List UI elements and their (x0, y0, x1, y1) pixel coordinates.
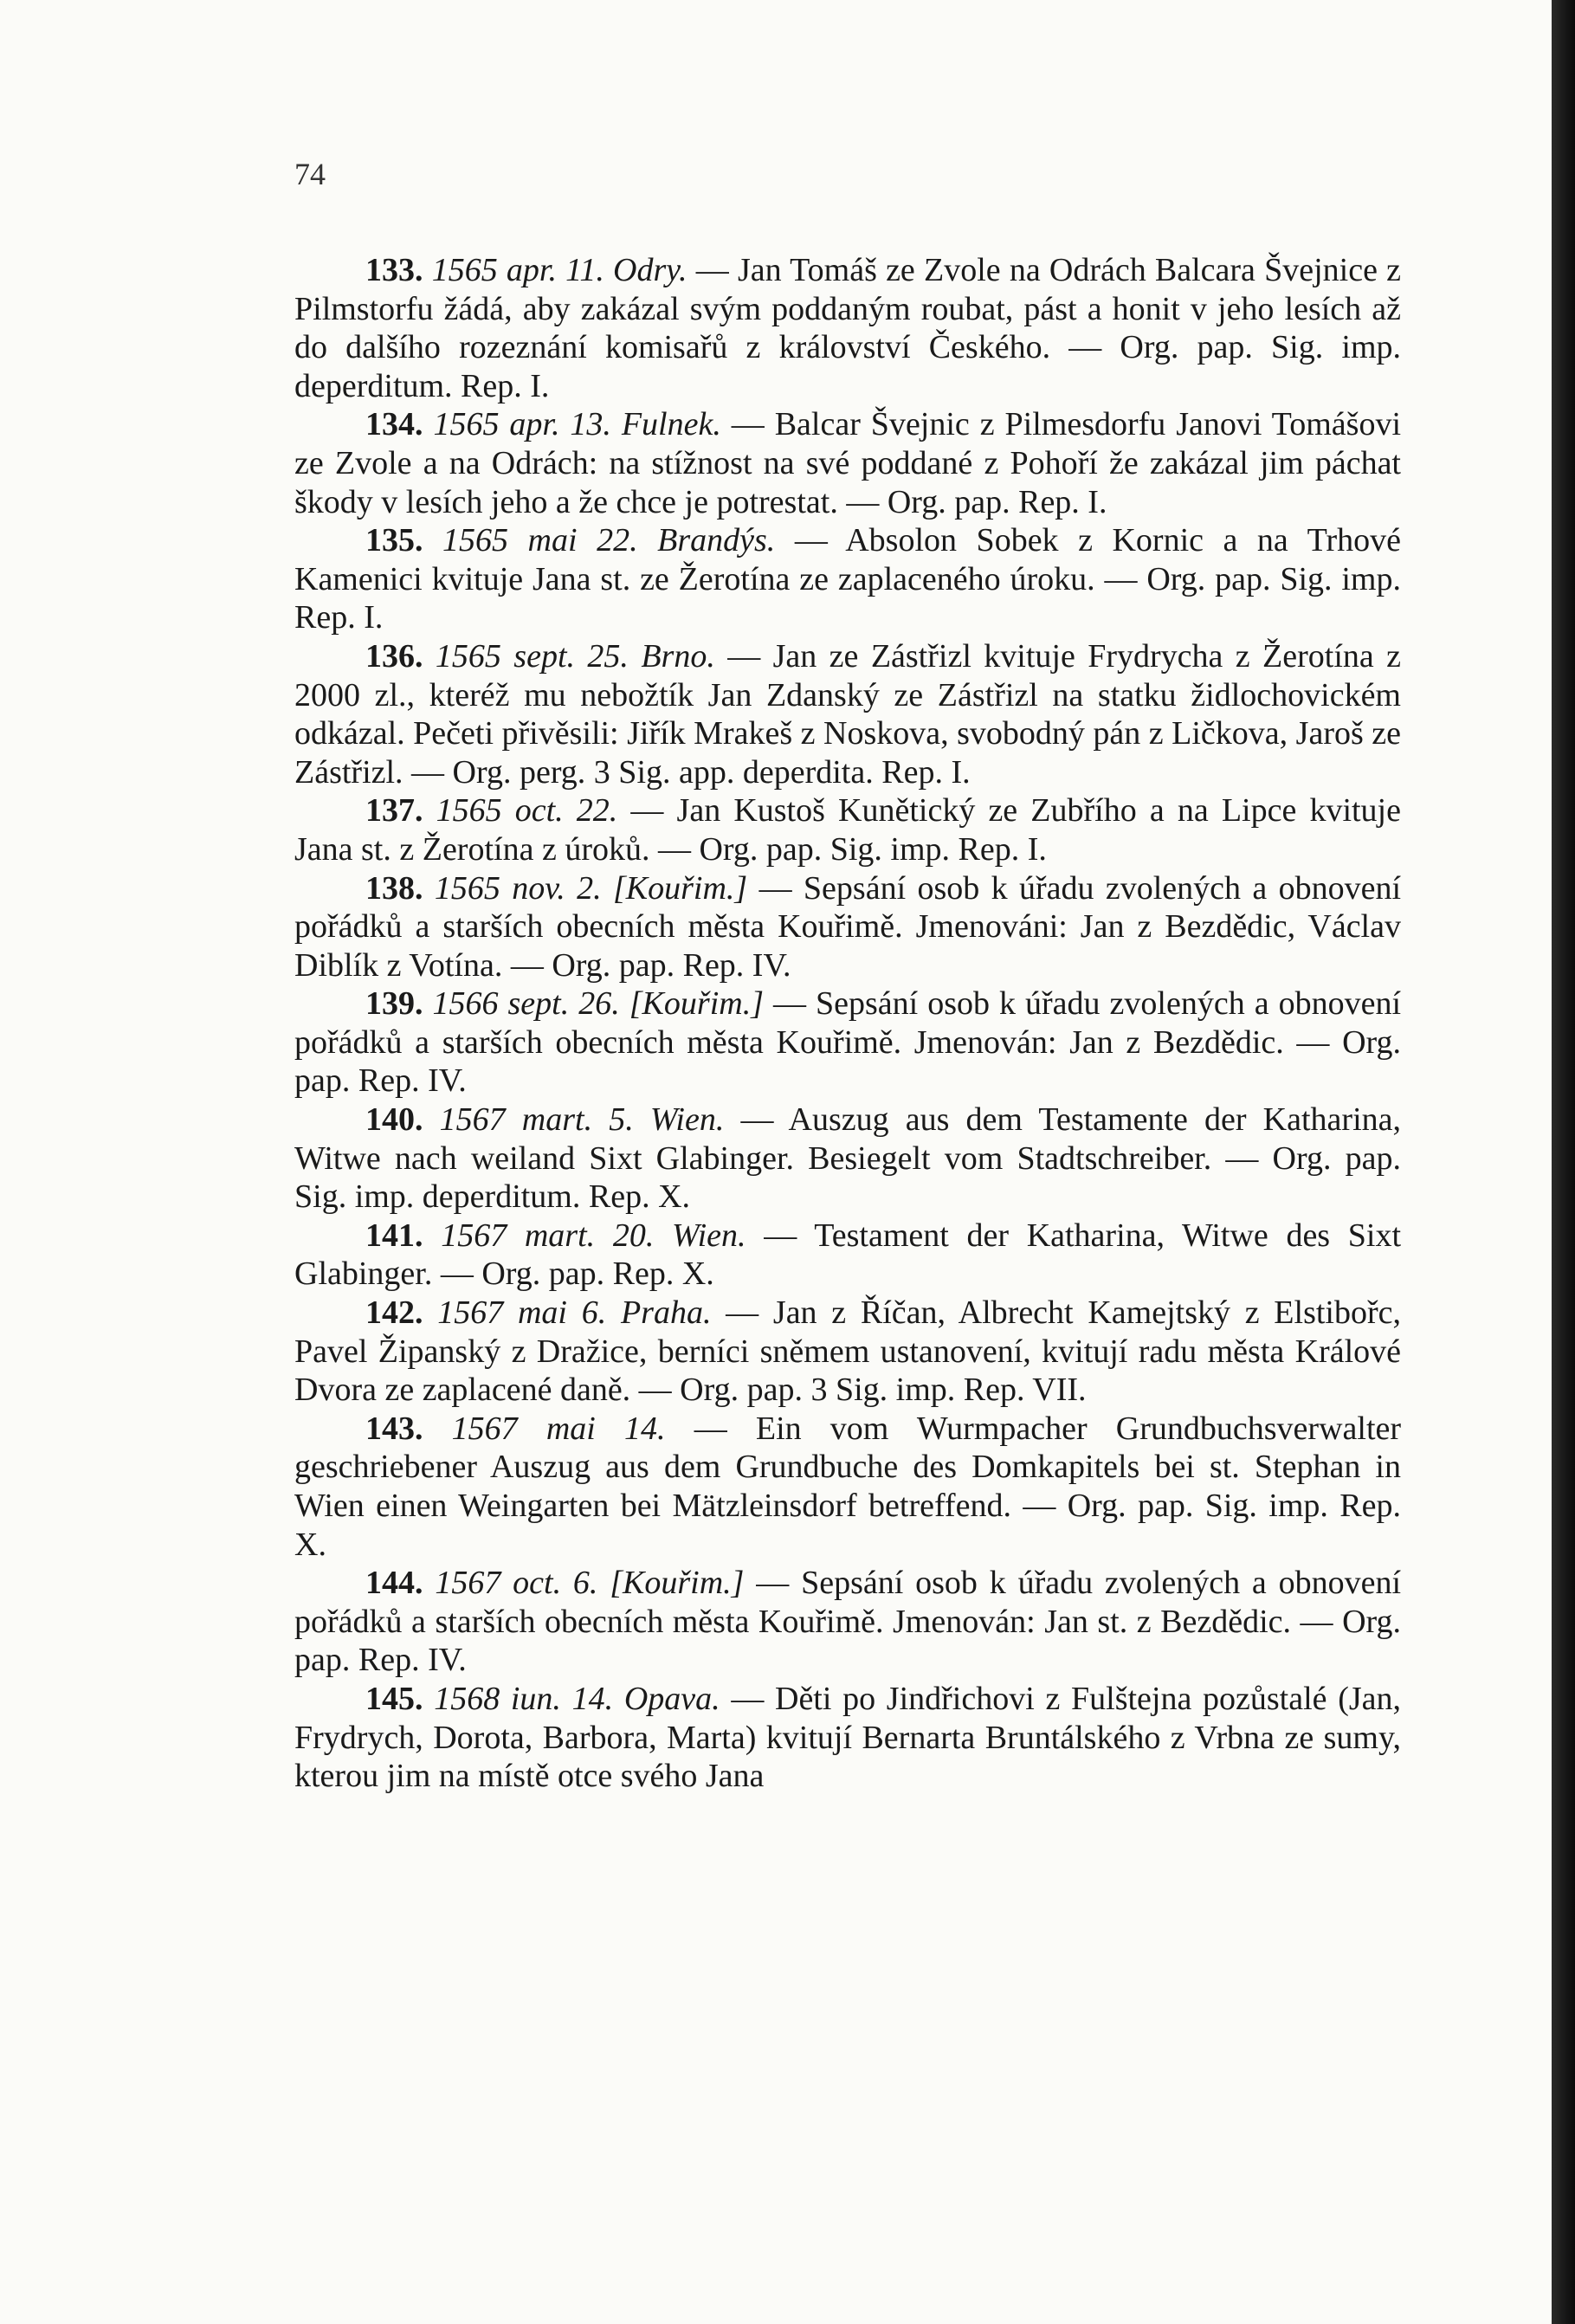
entry-text: — Jan Tomáš ze Zvole na Odrách Balcara Švejnice z Pilmstorfu žádá, aby zakázal svým poddaným roubat, pást a honit v jeho lesích až do dalšího rozeznání komisařů z království Českého. — Org. pap. Sig. imp. deperditum. Rep. I. (294, 252, 1402, 404)
regest-entry (294, 637, 1401, 791)
regest-entry (294, 1217, 1401, 1294)
entry-text: — Ein vom Wurmpacher Grundbuchsverwalter geschriebener Auszug aus dem Grundbuche des Domkapitels bei st. Stephan in Wien einen Weingarten bei Mätzleinsdorf betreffend. — Org. pap. Sig. imp. Rep. X. (294, 1410, 1402, 1563)
regest-entry (294, 521, 1401, 637)
entry-text: — Děti po Jindřichovi z Fulštejna pozůstalé (Jan, Frydrych, Dorota, Barbora, Marta) kvitují Bernarta Bruntálského z Vrbna ze sumy, kterou jim na místě otce svého Jana (294, 1680, 1402, 1795)
entry-text: — Testament der Katharina, Witwe des Sixt Glabinger. — Org. pap. Rep. X. (294, 1217, 1402, 1293)
entry-number: 142. (365, 1294, 423, 1332)
entry-place: [Kouřim.] (612, 869, 748, 907)
entry-text: — Balcar Švejnic z Pilmesdorfu Janovi Tomášovi ze Zvole a na Odrách: na stížnost na své poddané z Pohoří že zakázal jim páchat škody v lesích jeho a že chce je potrestat. — Org. pap. Rep. I. (294, 406, 1402, 520)
entry-place: Brno. (641, 637, 715, 675)
entry-place: Opava. (623, 1680, 720, 1717)
entry-date: 1565 mai 22. (442, 522, 638, 559)
entry-text: — Absolon Sobek z Kornic a na Trhové Kamenici kvituje Jana st. ze Žerotína ze zaplaceného úroku. — Org. pap. Sig. imp. Rep. I. (294, 522, 1402, 636)
entry-number: 138. (365, 869, 423, 907)
entry-date: 1565 oct. 22. (436, 792, 618, 830)
entry-place: [Kouřim.] (629, 985, 764, 1023)
regesta-list (294, 251, 1401, 1796)
entry-place: Odry. (613, 252, 687, 288)
entry-date: 1565 apr. 13. (433, 406, 611, 443)
entry-date: 1565 sept. 25. (435, 637, 629, 675)
entry-place: Praha. (620, 1294, 712, 1332)
regest-entry (294, 251, 1401, 405)
entry-text: — Sepsání osob k úřadu zvolených a obnovení pořádků a starších obecních města Kouřimě. Jmenován: Jan st. z Bezdědic. — Org. pap. Rep. IV. (294, 1565, 1402, 1679)
regest-entry (294, 1101, 1401, 1217)
entry-date: 1565 nov. 2. (434, 869, 602, 907)
entry-date: 1567 mai 14. (451, 1410, 666, 1447)
regest-entry (294, 1410, 1401, 1564)
entry-place: Wien. (672, 1217, 746, 1254)
entry-text: — Jan ze Zástřizl kvituje Frydrycha z Žerotína z 2000 zl., kteréž mu nebožtík Jan Zdanský ze Zástřizl na statku židlochovickém odkázal. Pečeti přivěsili: Jiřík Mrakeš z Noskova, svobodný pán z Ličkova, Jaroš ze Zástřizl. — Org. perg. 3 Sig. app. deperdita. Rep. I. (294, 637, 1402, 791)
entry-date: 1566 sept. 26. (432, 985, 620, 1023)
entry-number: 136. (365, 637, 423, 675)
entry-number: 135. (365, 522, 423, 559)
entry-number: 140. (365, 1101, 423, 1139)
entry-place: Wien. (649, 1101, 725, 1139)
entry-date: 1565 apr. 11. (431, 252, 604, 288)
entry-place: Fulnek. (621, 406, 721, 443)
page-edge-shadow (1552, 0, 1575, 2324)
entry-place: [Kouřim.] (610, 1565, 745, 1602)
page-number: 74 (294, 157, 326, 191)
regest-entry (294, 869, 1401, 985)
entry-number: 137. (365, 792, 423, 830)
entry-date: 1567 mai 6. (437, 1294, 607, 1332)
entry-number: 144. (365, 1565, 423, 1602)
regest-entry (294, 1680, 1401, 1796)
entry-number: 139. (365, 985, 423, 1023)
entry-number: 134. (365, 406, 423, 443)
regest-entry (294, 1564, 1401, 1680)
regest-entry (294, 405, 1401, 521)
entry-number: 133. (365, 252, 423, 288)
entry-date: 1567 oct. 6. (435, 1565, 598, 1602)
entry-date: 1567 mart. 20. (441, 1217, 655, 1254)
entry-text: — Jan Kustoš Kunětický ze Zubřího a na Lipce kvituje Jana st. z Žerotína z úroků. — Org. pap. Sig. imp. Rep. I. (294, 792, 1401, 868)
entry-date: 1567 mart. 5. (439, 1101, 634, 1139)
regest-entry (294, 984, 1401, 1101)
entry-number: 145. (365, 1680, 423, 1717)
regest-entry (294, 1294, 1401, 1410)
entry-text: — Jan z Říčan, Albrecht Kamejtský z Elstibořc, Pavel Žipanský z Dražice, berníci sněmem ustanovení, kvitují radu města Králové Dvora ze zaplacené daně. — Org. pap. 3 Sig. imp. Rep. VII. (294, 1294, 1402, 1409)
entry-text: — Auszug aus dem Testamente der Katharina, Witwe nach weiland Sixt Glabinger. Besiegelt vom Stadtschreiber. — Org. pap. Sig. imp. deperditum. Rep. X. (294, 1101, 1401, 1216)
entry-text: — Sepsání osob k úřadu zvolených a obnovení pořádků a starších obecních města Kouřimě. Jmenován: Jan z Bezdědic. — Org. pap. Rep. IV. (294, 985, 1402, 1100)
entry-text: — Sepsání osob k úřadu zvolených a obnovení pořádků a starších obecních města Kouřimě. Jmenováni: Jan z Bezdědic, Václav Diblík z Votína. — Org. pap. Rep. IV. (294, 869, 1402, 984)
regest-entry (294, 791, 1401, 868)
entry-date: 1568 iun. 14. (434, 1680, 614, 1717)
entry-number: 143. (365, 1410, 423, 1447)
entry-place: Brandýs. (657, 522, 776, 559)
entry-number: 141. (365, 1217, 423, 1254)
